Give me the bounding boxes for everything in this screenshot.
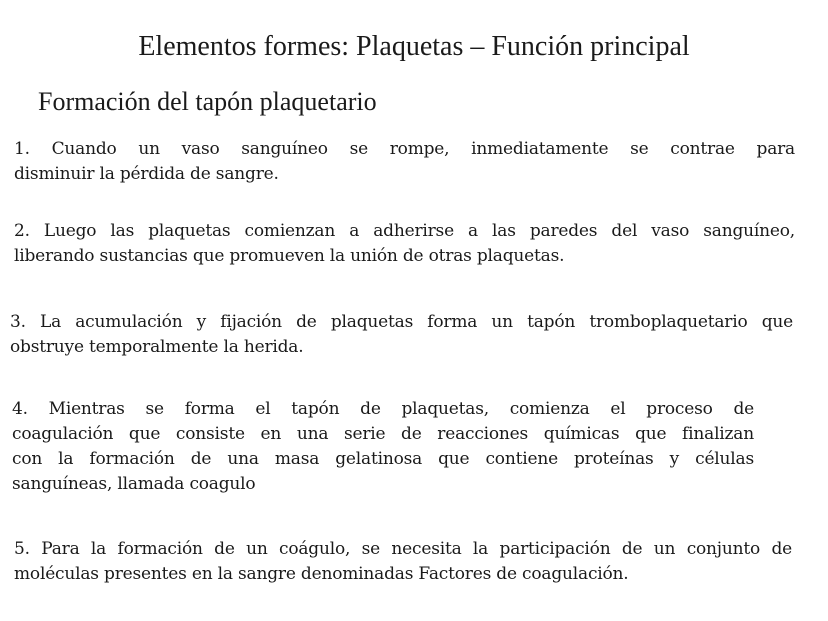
paragraph-line: disminuir la pérdida de sangre.	[14, 164, 279, 184]
document-title: Elementos formes: Plaquetas – Función principal	[138, 31, 690, 62]
paragraph-line: 1. Cuando un vaso sanguíneo se rompe, inmediatamente se contrae para	[14, 139, 795, 159]
paragraph-line: con la formación de una masa gelatinosa que contiene proteínas y células	[12, 449, 754, 469]
paragraph-line: sanguíneas, llamada coagulo	[12, 474, 256, 494]
paragraph-line: 5. Para la formación de un coágulo, se necesita la participación de un conjunto de	[14, 539, 792, 559]
paragraph-5	[14, 537, 792, 587]
paragraph-line: 2. Luego las plaquetas comienzan a adherirse a las paredes del vaso sanguíneo,	[14, 221, 795, 241]
paragraph-3	[10, 310, 793, 360]
paragraph-line: moléculas presentes en la sangre denominadas Factores de coagulación.	[14, 564, 629, 584]
paragraph-1	[14, 137, 795, 187]
paragraph-2	[14, 219, 795, 269]
paragraph-line: 3. La acumulación y fijación de plaquetas forma un tapón tromboplaquetario que	[10, 312, 793, 332]
paragraph-4	[12, 397, 754, 497]
paragraph-line: liberando sustancias que promueven la unión de otras plaquetas.	[14, 246, 565, 266]
paragraph-line: 4. Mientras se forma el tapón de plaquetas, comienza el proceso de	[12, 399, 754, 419]
paragraph-line: obstruye temporalmente la herida.	[10, 337, 304, 357]
paragraph-line: coagulación que consiste en una serie de reacciones químicas que finalizan	[12, 424, 754, 444]
section-subtitle: Formación del tapón plaquetario	[38, 87, 377, 116]
